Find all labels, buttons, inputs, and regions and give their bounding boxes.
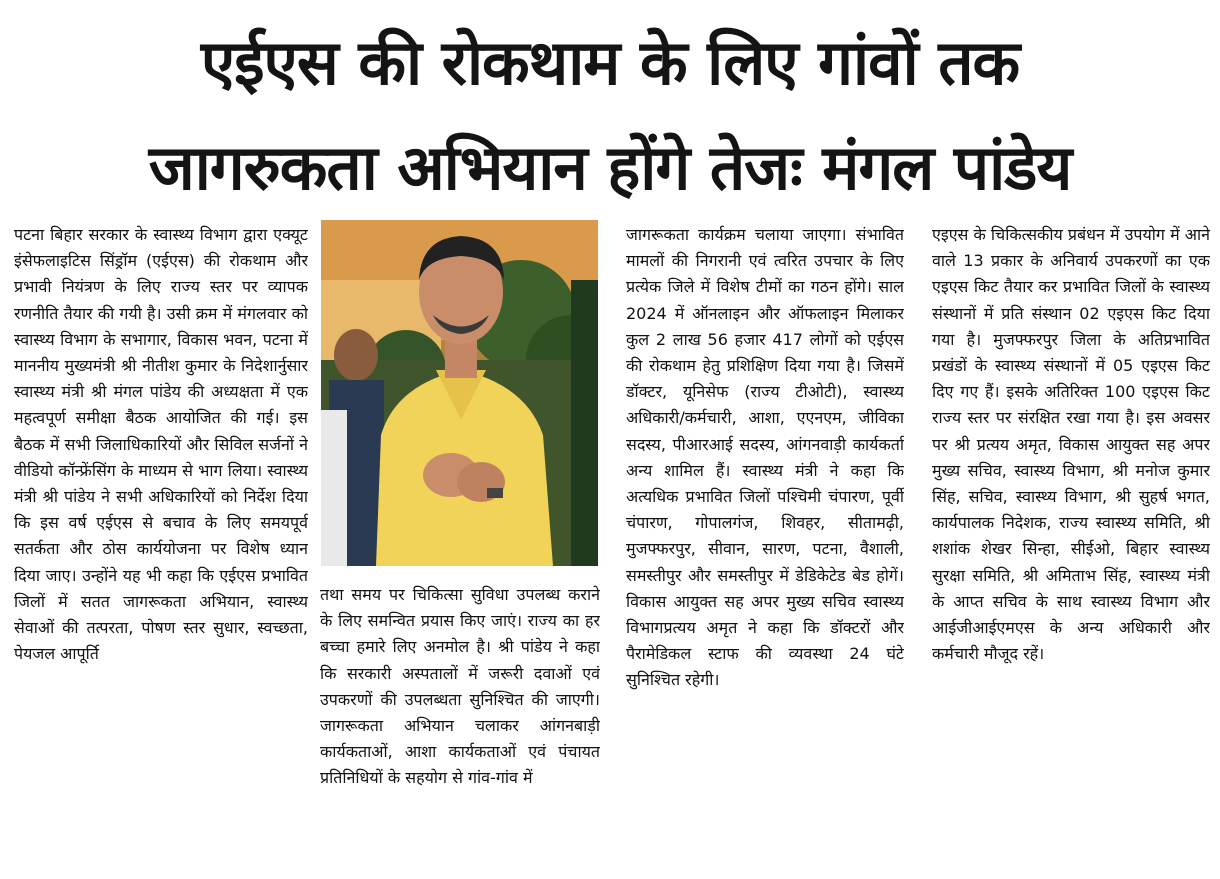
article-column-1 xyxy=(14,222,308,872)
column-1-text: पटना बिहार सरकार के स्वास्थ्य विभाग द्वारा एक्यूट इंसेफलाइटिस सिंड्रॉम (एईएस) की रोकथाम और प्रभावी नियंत्रण के लिए राज्य स्तर पर व्यापक रणनीति तैयार की गयी है। उसी क्रम में मंगलवार को स्वास्थ्य विभाग के सभागार, विकास भवन, पटना में माननीय मुख्यमंत्री श्री नीतीश कुमार के निदेशार्नुसार स्वास्थ्य मंत्री श्री मंगल पांडेय की अध्यक्षता में एक महत्वपूर्ण समीक्षा बैठक आयोजित की गई। इस बैठक में सभी जिलाधिकारियों और सिविल सर्जनों ने वीडियो कॉन्फ्रेंसिंग के माध्यम से भाग लिया। स्वास्थ्य मंत्री श्री पांडेय ने सभी अधिकारियों को निर्देश दिया कि इस वर्ष एईएस से बचाव के लिए समयपूर्व सतर्कता और ठोस कार्ययोजना पर विशेष ध्यान दिया जाए। उन्होंने यह भी कहा कि एईएस प्रभावित जिलों में सतत जागरूकता अभियान, स्वास्थ्य सेवाओं की तत्परता, पोषण स्तर सुधार, स्वच्छता, पेयजल आपूर्ति xyxy=(14,225,308,664)
article-column-3 xyxy=(626,222,904,874)
article-column-4 xyxy=(932,222,1210,874)
portrait-photo-icon xyxy=(321,220,598,566)
article-column-2 xyxy=(320,582,600,874)
headline-line-1: एईएस की रोकथाम के लिए गांवों तक xyxy=(200,26,1020,99)
column-3-text: जागरूकता कार्यक्रम चलाया जाएगा। संभावित मामलों की निगरानी एवं त्वरित उपचार के लिए प्रत्येक जिले में विशेष टीमों का गठन होंगे। साल 2024 में ऑनलाइन और ऑफलाइन मिलाकर कुल 2 लाख 56 हजार 417 लोगों को एईएस की रोकथाम हेतु प्रशिक्षिण दिया गया है। जिसमें डॉक्टर, यूनिसेफ (राज्य टीओटी), स्वास्थ्य अधिकारी/कर्मचारी, आशा, एएनएम, जीविका सदस्य, पीआरआई सदस्य, आंगनवाड़ी कार्यकर्ता अन्य शामिल हैं। स्वास्थ्य मंत्री ने कहा कि अत्यधिक प्रभावित जिलों पश्चिमी चंपारण, पूर्वी चंपारण, गोपालगंज, शिवहर, सीतामढ़ी, मुजफ्फरपुर, सीवान, सारण, पटना, वैशाली, समस्तीपुर और समस्तीपुर में डेडिकेटेड बेड होगें। विकास आयुक्त सह अपर मुख्य सचिव स्वास्थ्य विभागप्रत्यय अमृत ने कहा कि डॉक्टरों और पैरामेडिकल स्टाफ की व्यवस्था 24 घंटे सुनिश्चित रहेगी। xyxy=(626,225,904,690)
news-photo xyxy=(321,220,598,566)
headline-line-2: जागरुकता अभियान होंगे तेजः मंगल पांडेय xyxy=(148,131,1072,204)
column-4-text: एइएस के चिकित्सकीय प्रबंधन में उपयोग में आने वाले 13 प्रकार के अनिवार्य उपकरणों का एक एइएस किट तैयार कर प्रभावित जिलों के स्वास्थ्य संस्थानों में प्रति संस्थान 02 एइएस किट दिया गया है। मुजफ्फरपुर जिला के अतिप्रभावित प्रखंडों के स्वास्थ्य संस्थानों में 05 एइएस किट दिए गए हैं। इसके अतिरिक्त 100 एइएस किट राज्य स्तर पर संरक्षित रखा गया है। इस अवसर पर श्री प्रत्यय अमृत, विकास आयुक्त सह अपर मुख्य सचिव, स्वास्थ्य विभाग, श्री मनोज कुमार सिंह, सचिव, स्वास्थ्य विभाग, श्री सुहर्ष भगत, कार्यपालक निदेशक, राज्य स्वास्थ्य समिति, श्री शशांक शेखर सिन्हा, सीईओ, बिहार स्वास्थ्य सुरक्षा समिति, श्री अमिताभ सिंह, स्वास्थ्य मंत्री के आप्त सचिव के साथ स्वास्थ्य विभाग और आईजीआईएमएस के अन्य अधिकारी और कर्मचारी मौजूद रहें। xyxy=(932,225,1210,664)
column-2-text: तथा समय पर चिकित्सा सुविधा उपलब्ध कराने के लिए समन्वित प्रयास किए जाएं। राज्य का हर बच्चा हमारे लिए अनमोल है। श्री पांडेय ने कहा कि सरकारी अस्पतालों में जरूरी दवाओं एवं उपकरणों की उपलब्धता सुनिश्चित की जाएगी। जागरूकता अभियान चलाकर आंगनबाड़ी कार्यकताओं, आशा कार्यकताओं एवं पंचायत प्रतिनिधियों के सहयोग से गांव-गांव में xyxy=(320,585,600,788)
